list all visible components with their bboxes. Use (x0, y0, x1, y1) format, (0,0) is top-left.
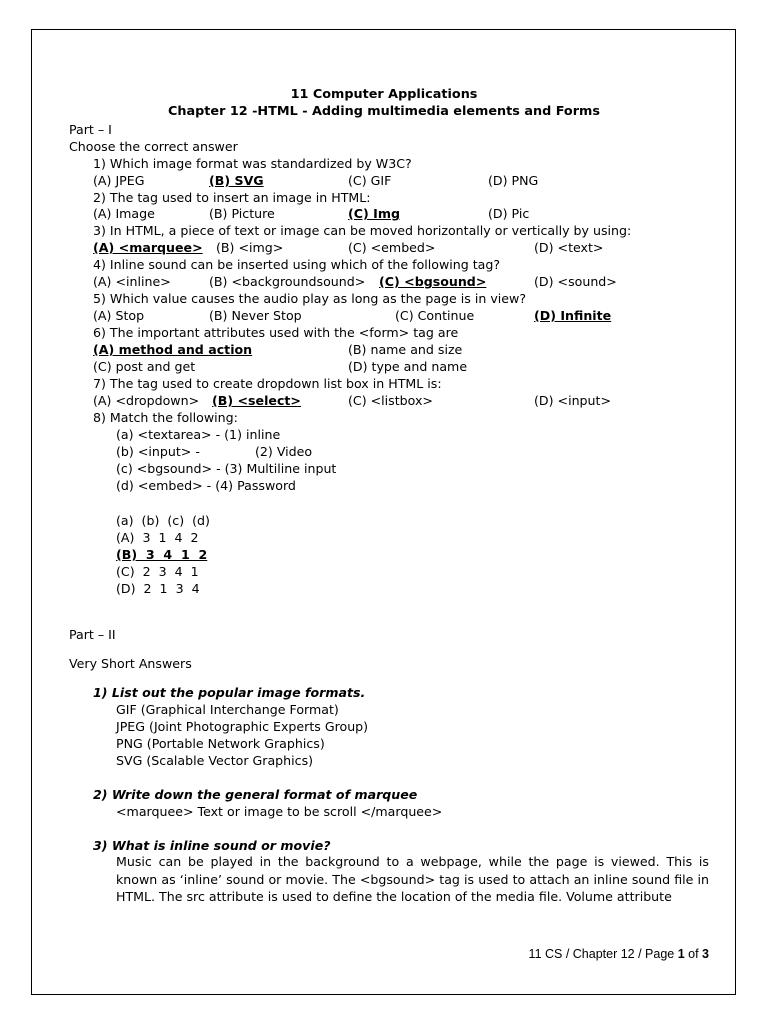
match-option-d: (D) 2 1 3 4 (116, 581, 200, 596)
part2-section: Very Short Answers (69, 656, 192, 671)
page-footer (529, 947, 709, 961)
q3-option-b: (B) <img> (216, 240, 284, 255)
vsa-question-1: 1) List out the popular image formats. (93, 685, 366, 700)
q3-option-a-answer: (A) <marquee> (93, 240, 203, 255)
q2-option-b: (B) Picture (209, 206, 275, 221)
q6-option-b: (B) name and size (348, 342, 463, 357)
q7-option-d: (D) <input> (534, 393, 612, 408)
question-2: 2) The tag used to insert an image in HTML: (93, 190, 371, 205)
footer-page-number: 1 (677, 947, 685, 961)
q2-option-a: (A) Image (93, 206, 155, 221)
vsa-answer-line: JPEG (Joint Photographic Experts Group) (116, 719, 369, 734)
q6-option-d: (D) type and name (348, 359, 468, 374)
question-1: 1) Which image format was standardized by W3C? (93, 156, 412, 171)
match-option-a: (A) 3 1 4 2 (116, 530, 199, 545)
match-pair: (a) <textarea> - (1) inline (116, 427, 281, 442)
q2-option-d: (D) Pic (488, 206, 530, 221)
question-7: 7) The tag used to create dropdown list box in HTML is: (93, 376, 442, 391)
question-6: 6) The important attributes used with the <form> tag are (93, 325, 459, 340)
match-pair: (c) <bgsound> - (3) Multiline input (116, 461, 337, 476)
q6-option-a-answer: (A) method and action (93, 342, 253, 357)
part2-label: Part – II (69, 627, 116, 642)
q4-option-c-answer: (C) <bgsound> (379, 274, 487, 289)
q5-option-a: (A) Stop (93, 308, 145, 323)
q3-option-d: (D) <text> (534, 240, 604, 255)
match-option-c: (C) 2 3 4 1 (116, 564, 199, 579)
question-3: 3) In HTML, a piece of text or image can be moved horizontally or vertically by using: (93, 223, 632, 238)
vsa-answer-line: GIF (Graphical Interchange Format) (116, 702, 339, 717)
part1-instruction: Choose the correct answer (69, 139, 238, 154)
question-8: 8) Match the following: (93, 410, 238, 425)
q5-option-c: (C) Continue (395, 308, 475, 323)
vsa-question-2: 2) Write down the general format of marquee (93, 787, 418, 802)
footer-prefix: 11 CS / Chapter 12 / Page (528, 947, 678, 961)
vsa-question-3: 3) What is inline sound or movie? (93, 838, 331, 853)
q4-option-d: (D) <sound> (534, 274, 617, 289)
q1-option-c: (C) GIF (348, 173, 392, 188)
footer-page-total: 3 (702, 947, 709, 961)
match-option-b-answer: (B) 3 4 1 2 (116, 547, 208, 562)
question-4: 4) Inline sound can be inserted using which of the following tag? (93, 257, 501, 272)
q1-option-b-answer: (B) SVG (209, 173, 264, 188)
q1-option-d: (D) PNG (488, 173, 539, 188)
q2-option-c-answer: (C) Img (348, 206, 400, 221)
q4-option-a: (A) <inline> (93, 274, 171, 289)
vsa-answer-3: Music can be played in the background to a webpage, while the page is viewed. This is known as ‘inline’ sound or movie. The <bgsound> tag is used to attach an inline sound file in HTML. The src attribute is used to define the location of the media file. Volume attribute (116, 854, 709, 904)
match-pair-right: (2) Video (255, 444, 313, 459)
vsa-answer-2: <marquee> Text or image to be scroll </marquee> (116, 804, 443, 819)
question-5: 5) Which value causes the audio play as long as the page is in view? (93, 291, 527, 306)
part1-label: Part – I (69, 122, 112, 137)
q7-option-c: (C) <listbox> (348, 393, 433, 408)
q1-option-a: (A) JPEG (93, 173, 145, 188)
vsa-answer-line: SVG (Scalable Vector Graphics) (116, 753, 314, 768)
q5-option-d-answer: (D) Infinite (534, 308, 612, 323)
q3-option-c: (C) <embed> (348, 240, 436, 255)
vsa-answer-line: PNG (Portable Network Graphics) (116, 736, 325, 751)
q7-option-b-answer: (B) <select> (212, 393, 301, 408)
doc-subtitle: Chapter 12 -HTML - Adding multimedia elements and Forms (167, 104, 600, 119)
doc-title: 11 Computer Applications (290, 87, 478, 102)
q4-option-b: (B) <backgroundsound> (209, 274, 366, 289)
match-pair: (d) <embed> - (4) Password (116, 478, 296, 493)
q5-option-b: (B) Never Stop (209, 308, 302, 323)
q6-option-c: (C) post and get (93, 359, 196, 374)
footer-of: of (684, 947, 703, 961)
q7-option-a: (A) <dropdown> (93, 393, 200, 408)
match-pair: (b) <input> - (116, 444, 200, 459)
match-options-header: (a) (b) (c) (d) (116, 513, 210, 528)
